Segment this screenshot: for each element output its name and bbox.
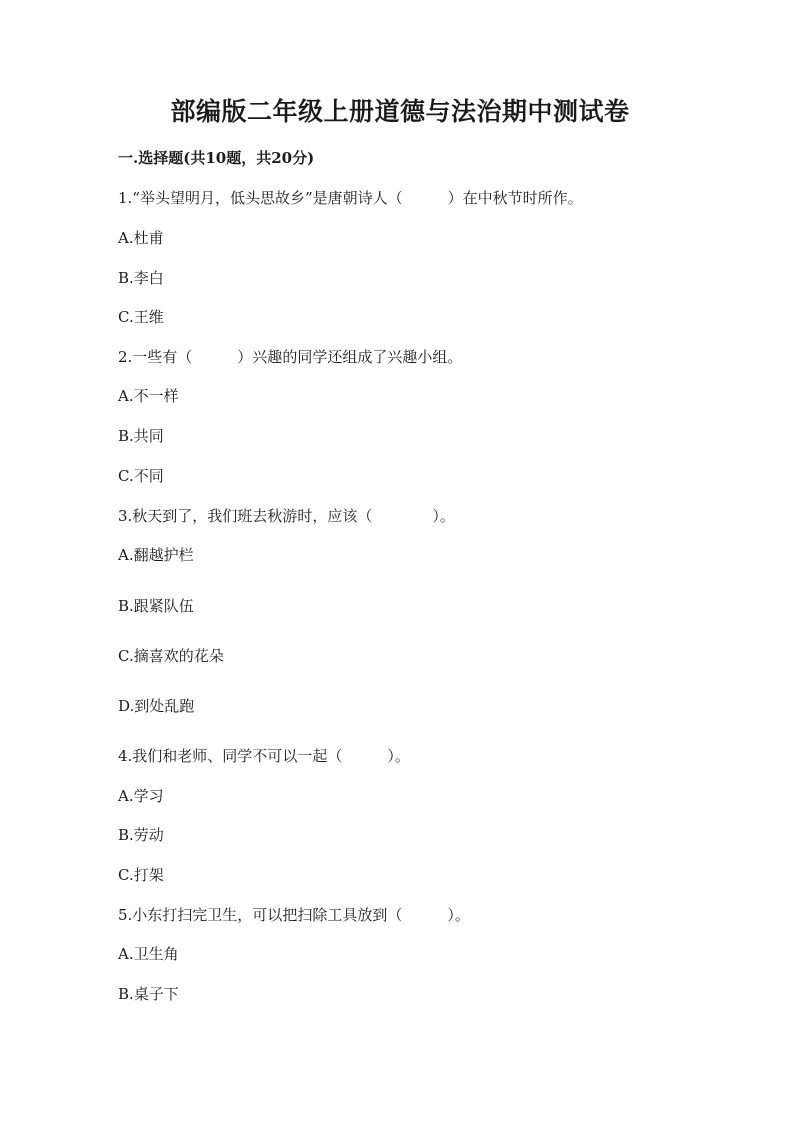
question-3-option-a: A.翻越护栏: [118, 546, 194, 564]
question-2-stem: 2.一些有（ ）兴趣的同学还组成了兴趣小组。: [118, 348, 463, 366]
page-title: 部编版二年级上册道德与法治期中测试卷: [170, 97, 630, 126]
question-3-option-d: D.到处乱跑: [118, 697, 195, 715]
question-5-option-b: B.桌子下: [118, 985, 179, 1003]
question-5-stem: 5.小东打扫完卫生，可以把扫除工具放到（ ）。: [118, 906, 470, 924]
question-3-stem: 3.秋天到了，我们班去秋游时，应该（ ）。: [118, 507, 455, 525]
question-2-option-c: C.不同: [118, 467, 164, 485]
question-1-option-b: B.李白: [118, 269, 164, 287]
section-heading: 一.选择题(共10题，共20分): [118, 149, 315, 167]
question-1-option-a: A.杜甫: [118, 229, 164, 247]
question-5-option-a: A.卫生角: [118, 945, 179, 963]
question-3-option-c: C.摘喜欢的花朵: [118, 647, 224, 665]
question-4-stem: 4.我们和老师、同学不可以一起（ ）。: [118, 747, 410, 765]
question-2-option-a: A.不一样: [118, 387, 179, 405]
question-4-option-c: C.打架: [118, 866, 164, 884]
question-3-option-b: B.跟紧队伍: [118, 597, 194, 615]
question-4-option-b: B.劳动: [118, 826, 164, 844]
question-1-option-c: C.王维: [118, 308, 164, 326]
question-4-option-a: A.学习: [118, 787, 164, 805]
question-1-stem: 1.“举头望明月，低头思故乡”是唐朝诗人（ ）在中秋节时所作。: [118, 189, 583, 207]
question-2-option-b: B.共同: [118, 427, 164, 445]
